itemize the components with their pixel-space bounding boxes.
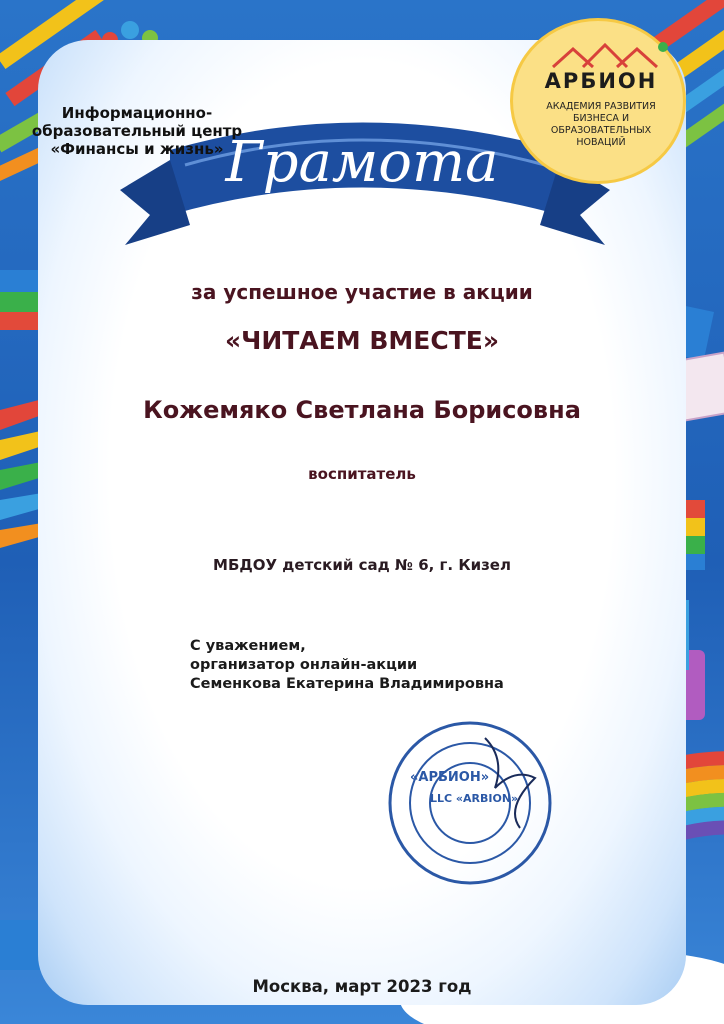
recipient-name: Кожемяко Светлана Борисовна — [143, 396, 581, 424]
stamp-line-2: LLC «ARBION» — [430, 792, 519, 805]
arbion-name: АРБИОН — [544, 69, 658, 93]
recipient-position: воспитатель — [308, 465, 416, 483]
organization-name: Информационно-образовательный центр «Финансы и жизнь» — [31, 104, 243, 158]
certificate-title: Грамота — [225, 130, 499, 195]
place-and-date: Москва, март 2023 год — [252, 977, 472, 996]
stamp-line-1: «АРБИОН» — [410, 770, 490, 785]
arbion-subtitle: АКАДЕМИЯ РАЗВИТИЯ БИЗНЕСА И ОБРАЗОВАТЕЛЬНЫХ НОВАЦИЙ — [546, 101, 656, 148]
signature-greeting: С уважением, — [190, 638, 306, 654]
signature-role: организатор онлайн-акции — [190, 657, 418, 673]
signature-name: Семенкова Екатерина Владимировна — [190, 676, 504, 692]
award-reason: за успешное участие в акции — [191, 280, 533, 304]
action-name: «ЧИТАЕМ ВМЕСТЕ» — [225, 326, 499, 355]
recipient-institution: МБДОУ детский сад № 6, г. Кизел — [213, 556, 511, 574]
signature-block — [190, 637, 504, 694]
